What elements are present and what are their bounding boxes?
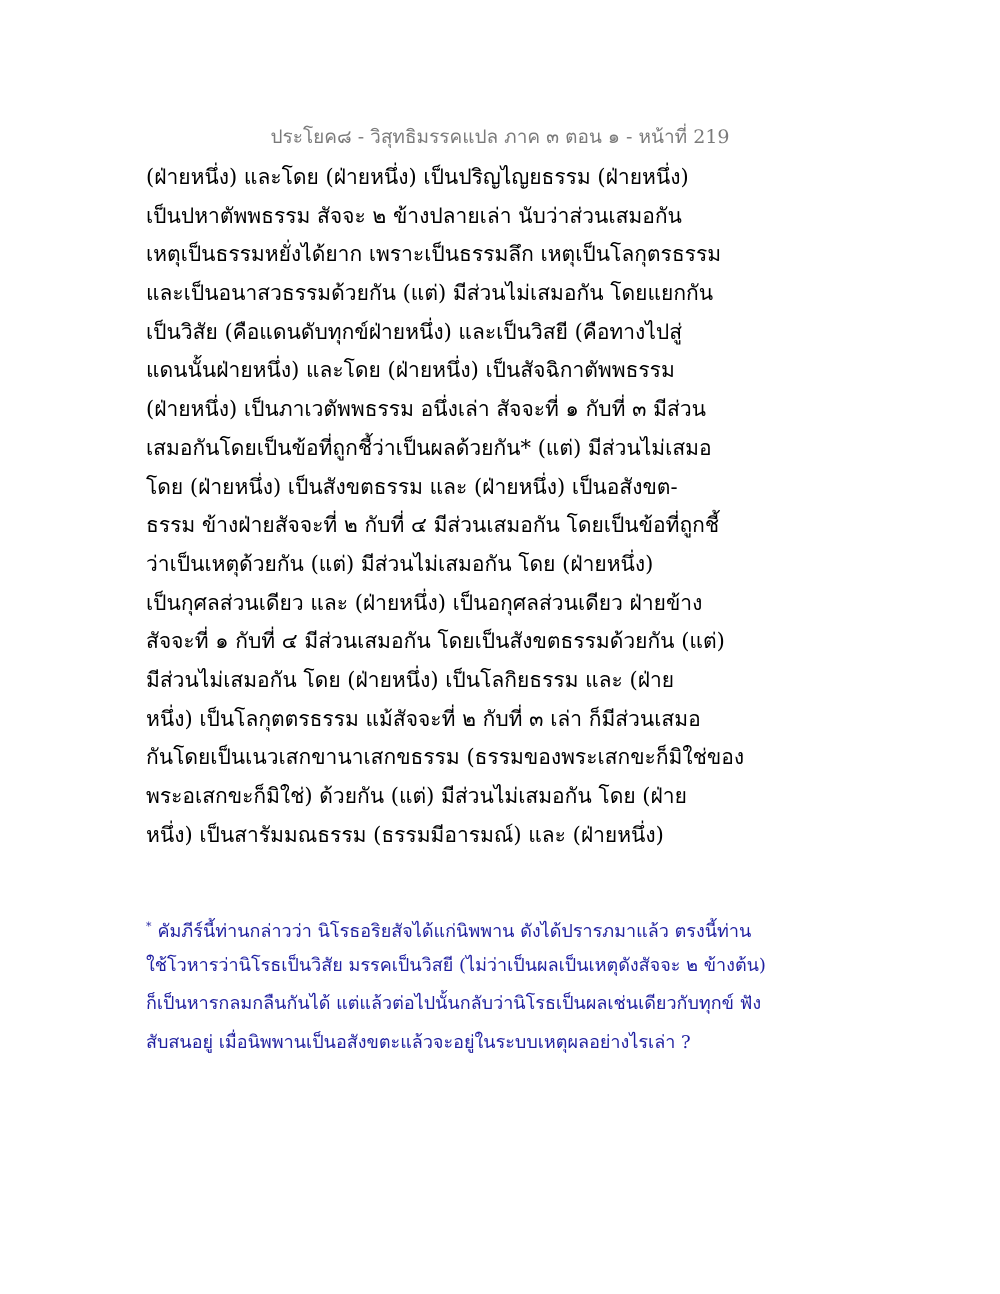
body-line: ธรรม ข้างฝ่ายสัจจะที่ ๒ กับที่ ๔ มีส่วนเสมอกัน โดยเป็นข้อที่ถูกชี้ xyxy=(146,513,720,538)
body-line: หนึ่ง) เป็นสารัมมณธรรม (ธรรมมีอารมณ์) และ (ฝ่ายหนึ่ง) xyxy=(146,822,664,847)
body-line: เป็นปหาตัพพธรรม สัจจะ ๒ ข้างปลายเล่า นับว่าส่วนเสมอกัน xyxy=(146,203,682,228)
body-line: และเป็นอนาสวธรรมด้วยกัน (แต่) มีส่วนไม่เสมอกัน โดยแยกกัน xyxy=(146,281,714,306)
body-line: ว่าเป็นเหตุด้วยกัน (แต่) มีส่วนไม่เสมอกัน โดย (ฝ่ายหนึ่ง) xyxy=(146,551,654,576)
body-line: สัจจะที่ ๑ กับที่ ๔ มีส่วนเสมอกัน โดยเป็นสังขตธรรมด้วยกัน (แต่) xyxy=(146,629,725,654)
body-line: กันโดยเป็นเนวเสกขานาเสกขธรรม (ธรรมของพระเสกขะก็มิใช่ของ xyxy=(146,745,745,770)
footnote-line xyxy=(146,908,756,947)
body-line: (ฝ่ายหนึ่ง) เป็นภาเวตัพพธรรม อนึ่งเล่า สัจจะที่ ๑ กับที่ ๓ มีส่วน xyxy=(146,397,706,422)
body-line: เป็นกุศลส่วนเดียว และ (ฝ่ายหนึ่ง) เป็นอกุศลส่วนเดียว ฝ่ายข้าง xyxy=(146,590,703,615)
body-line: แดนนั้นฝ่ายหนึ่ง) และโดย (ฝ่ายหนึ่ง) เป็นสัจฉิกาตัพพธรรม xyxy=(146,358,675,383)
footnote-marker: * xyxy=(146,920,152,933)
body-line: มีส่วนไม่เสมอกัน โดย (ฝ่ายหนึ่ง) เป็นโลกิยธรรม และ (ฝ่าย xyxy=(146,667,675,692)
body-line: พระอเสกขะก็มิใช่) ด้วยกัน (แต่) มีส่วนไม่เสมอกัน โดย (ฝ่าย xyxy=(146,784,687,808)
body-line: เป็นวิสัย (คือแดนดับทุกข์ฝ่ายหนึ่ง) และเป็นวิสยี (คือทางไปสู่ xyxy=(146,319,683,344)
footnote-line: ใช้โวหารว่านิโรธเป็นวิสัย มรรคเป็นวิสยี (ไม่ว่าเป็นผลเป็นเหตุดังสัจจะ ๒ ข้างต้น) xyxy=(146,954,766,976)
footnote xyxy=(146,908,766,1062)
body-text xyxy=(146,158,745,854)
footnote-line: สับสนอยู่ เมื่อนิพพานเป็นอสังขตะแล้วจะอยู่ในระบบเหตุผลอย่างไรเล่า ? xyxy=(146,1031,691,1053)
body-line: (ฝ่ายหนึ่ง) และโดย (ฝ่ายหนึ่ง) เป็นปริญไญยธรรม (ฝ่ายหนึ่ง) xyxy=(146,165,689,189)
body-line: เหตุเป็นธรรมหยั่งได้ยาก เพราะเป็นธรรมลึก เหตุเป็นโลกุตรธรรม xyxy=(146,242,722,267)
body-line: หนึ่ง) เป็นโลกุตตรธรรม แม้สัจจะที่ ๒ กับที่ ๓ เล่า ก็มีส่วนเสมอ xyxy=(146,706,701,731)
body-line: โดย (ฝ่ายหนึ่ง) เป็นสังขตธรรม และ (ฝ่ายหนึ่ง) เป็นอสังขต- xyxy=(146,474,678,499)
footnote-line: ก็เป็นหารกลมกลืนกันได้ แต่แล้วต่อไปนั้นกลับว่านิโรธเป็นผลเช่นเดียวกับทุกข์ ฟัง xyxy=(146,993,762,1014)
body-line: เสมอกันโดยเป็นข้อที่ถูกชี้ว่าเป็นผลด้วยกัน* (แต่) มีส่วนไม่เสมอ xyxy=(146,435,712,460)
running-header: ประโยค๘ - วิสุทธิมรรคแปล ภาค ๓ ตอน ๑ - หน้าที่ 219 xyxy=(270,126,730,148)
footnote-line-text: คัมภีร์นี้ท่านกล่าวว่า นิโรธอริยสัจได้แก่นิพพาน ดังได้ปรารภมาแล้ว ตรงนี้ท่าน xyxy=(157,921,752,942)
